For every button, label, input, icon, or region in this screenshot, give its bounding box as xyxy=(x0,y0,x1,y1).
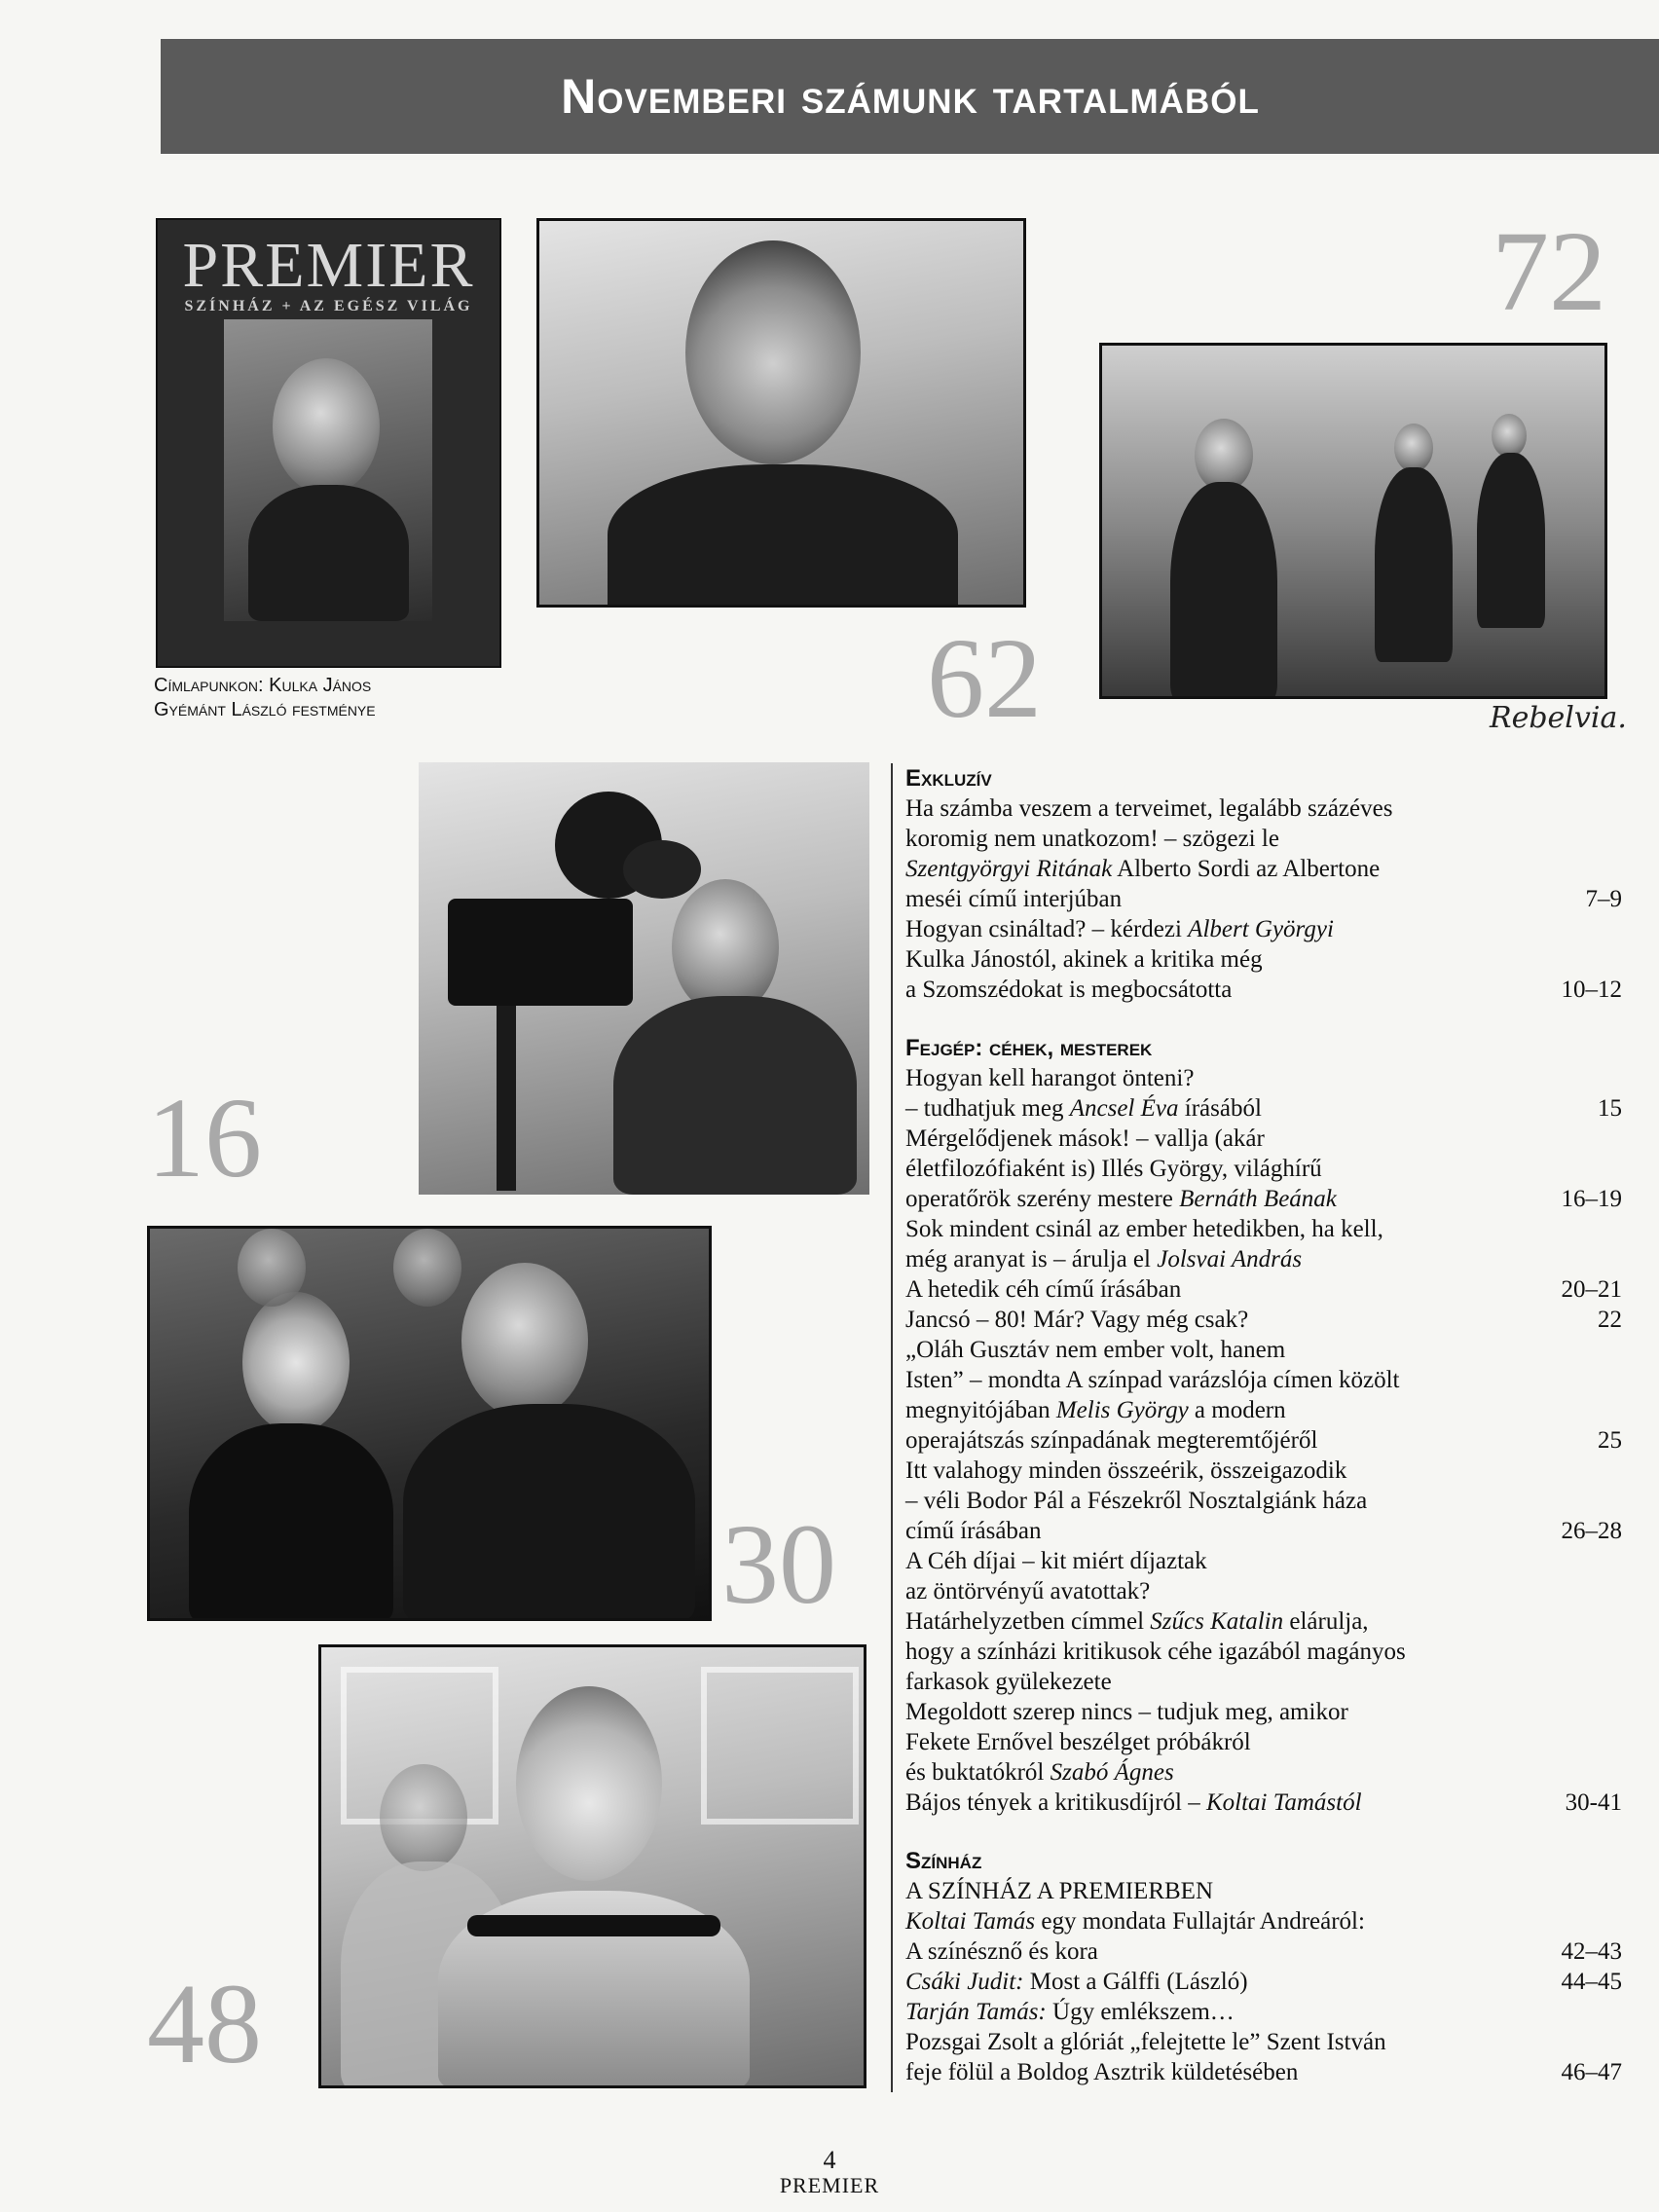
toc-entry[interactable] xyxy=(905,793,1622,914)
entry-text xyxy=(905,1124,1542,1214)
photo-portrait-62 xyxy=(536,218,1026,608)
entry-page-range: 42–43 xyxy=(1561,1938,1622,1965)
entry-line: az öntörvényű avatottak? xyxy=(905,1578,1151,1604)
page-number: 4 xyxy=(823,2146,836,2174)
cover-portrait xyxy=(224,319,432,621)
entry-line: Csáki Judit: Most a Gálffi (László) xyxy=(905,1969,1248,1995)
entry-page-range: 25 xyxy=(1598,1427,1622,1454)
toc-entry[interactable] xyxy=(905,1305,1622,1335)
photo-actress-48 xyxy=(318,1644,866,2088)
entry-text xyxy=(905,1967,1542,1997)
entry-text xyxy=(905,1997,1542,2087)
toc-divider xyxy=(891,763,893,2092)
cover-subtitle: SZÍNHÁZ + AZ EGÉSZ VILÁG xyxy=(184,298,473,314)
entry-line: meséi című interjúban xyxy=(905,886,1123,912)
photo-couple-30 xyxy=(147,1226,712,1621)
toc-entry[interactable] xyxy=(905,1967,1622,1997)
toc-section xyxy=(905,1033,1622,1818)
entry-line: Szentgyörgyi Ritának Alberto Sordi az Albertone xyxy=(905,856,1381,882)
entry-line: Koltai Tamás egy mondata Fullajtár Andreáról: xyxy=(905,1908,1365,1935)
entry-page-range: 22 xyxy=(1598,1307,1622,1333)
toc-entry[interactable] xyxy=(905,1214,1622,1305)
entry-line: Határhelyzetben címmel Szűcs Katalin elárulja, xyxy=(905,1608,1369,1635)
entry-line: című írásában xyxy=(905,1518,1042,1544)
toc-entry[interactable] xyxy=(905,1456,1622,1546)
entry-line: Itt valahogy minden összeérik, összeigazodik xyxy=(905,1457,1347,1484)
magazine-cover xyxy=(156,218,501,668)
entry-line: megnyitójában Melis György a modern xyxy=(905,1397,1286,1423)
entry-line: A hetedik céh című írásában xyxy=(905,1276,1182,1303)
entry-line: operajátszás színpadának megteremtőjéről xyxy=(905,1427,1318,1454)
entry-text xyxy=(905,1456,1542,1546)
section-title: Exkluzív xyxy=(905,765,992,792)
section-title: Színház xyxy=(905,1848,982,1874)
page-title: Novemberi számunk tartalmából xyxy=(561,69,1260,124)
photo-dancers-72 xyxy=(1099,343,1607,699)
entry-page-range: 20–21 xyxy=(1561,1276,1622,1303)
entry-line: még aranyat is – árulja el Jolsvai András xyxy=(905,1246,1303,1272)
entry-line: Isten” – mondta A színpad varázslója címen közölt xyxy=(905,1367,1400,1393)
table-of-contents xyxy=(905,763,1622,2116)
footer-brand: PREMIER xyxy=(779,2173,880,2197)
entry-line: Hogyan csináltad? – kérdezi Albert Györgyi xyxy=(905,916,1334,942)
entry-page-range: 10–12 xyxy=(1561,977,1622,1003)
entry-line: A színésznő és kora xyxy=(905,1938,1098,1965)
entry-line: Tarján Tamás: Úgy emlékszem… xyxy=(905,1999,1235,2025)
entry-line: A SZÍNHÁZ A PREMIERBEN xyxy=(905,1878,1214,1904)
entry-line: – tudhatjuk meg Ancsel Éva írásából xyxy=(905,1095,1262,1122)
entry-line: A Céh díjai – kit miért díjaztak xyxy=(905,1548,1207,1574)
entry-line: farkasok gyülekezete xyxy=(905,1669,1112,1695)
toc-entry[interactable] xyxy=(905,914,1622,1005)
entry-line: Megoldott szerep nincs – tudjuk meg, amikor xyxy=(905,1699,1348,1725)
entry-page-range: 26–28 xyxy=(1561,1518,1622,1544)
toc-entry[interactable] xyxy=(905,1546,1622,1818)
photographer-signature: Rebelvia. xyxy=(1490,701,1627,735)
entry-line: Pozsgai Zsolt a glóriát „felejtette le” Szent István xyxy=(905,2029,1386,2055)
entry-page-range: 44–45 xyxy=(1561,1969,1622,1995)
entry-page-range: 15 xyxy=(1598,1095,1622,1122)
page-marker: 62 xyxy=(927,614,1042,742)
toc-section xyxy=(905,763,1622,1005)
entry-text xyxy=(905,1214,1542,1305)
caption-line: Gyémánt László festménye xyxy=(154,699,376,720)
toc-entry[interactable] xyxy=(905,1124,1622,1214)
entry-line: a Szomszédokat is megbocsátotta xyxy=(905,977,1233,1003)
entry-line: „Oláh Gusztáv nem ember volt, hanem xyxy=(905,1337,1286,1363)
cover-title: PREMIER xyxy=(182,230,475,301)
page-marker: 72 xyxy=(1492,207,1606,335)
entry-line: Jancsó – 80! Már? Vagy még csak? xyxy=(905,1307,1249,1333)
section-title: Fejgép: céhek, mesterek xyxy=(905,1035,1153,1061)
toc-entry[interactable] xyxy=(905,1876,1622,1967)
entry-text xyxy=(905,1876,1542,1967)
cover-caption xyxy=(154,674,376,722)
photo-camera-operator-16 xyxy=(419,762,869,1195)
page-marker: 16 xyxy=(147,1074,262,1201)
entry-line: koromig nem unatkozom! – szögezi le xyxy=(905,826,1279,852)
caption-line: Címlapunkon: Kulka János xyxy=(154,675,372,696)
entry-text xyxy=(905,793,1567,914)
toc-entry[interactable] xyxy=(905,1063,1622,1124)
entry-page-range: 46–47 xyxy=(1561,2059,1622,2085)
toc-entry[interactable] xyxy=(905,1997,1622,2087)
entry-line: Ha számba veszem a terveimet, legalább százéves xyxy=(905,795,1393,822)
entry-text xyxy=(905,1546,1546,1818)
entry-text xyxy=(905,1335,1578,1456)
entry-line: és buktatókról Szabó Ágnes xyxy=(905,1759,1174,1786)
entry-line: operatőrök szerény mestere Bernáth Beának xyxy=(905,1186,1337,1212)
entry-line: feje fölül a Boldog Asztrik küldetésében xyxy=(905,2059,1299,2085)
entry-line: hogy a színházi kritikusok céhe igazából magányos xyxy=(905,1639,1406,1665)
entry-page-range: 30-41 xyxy=(1565,1789,1622,1816)
entry-line: Fekete Ernővel beszélget próbákról xyxy=(905,1729,1251,1755)
page-marker: 48 xyxy=(147,1960,262,2087)
entry-line: Hogyan kell harangot önteni? xyxy=(905,1065,1195,1091)
page-marker: 30 xyxy=(721,1500,836,1628)
entry-line: Mérgelődjenek mások! – vallja (akár xyxy=(905,1125,1265,1152)
toc-entry[interactable] xyxy=(905,1335,1622,1456)
entry-text xyxy=(905,914,1542,1005)
toc-section xyxy=(905,1846,1622,2087)
entry-line: életfilozófiaként is) Illés György, világhírű xyxy=(905,1156,1322,1182)
entry-page-range: 16–19 xyxy=(1561,1186,1622,1212)
entry-text xyxy=(905,1305,1578,1335)
entry-text xyxy=(905,1063,1578,1124)
entry-line: Sok mindent csinál az ember hetedikben, ha kell, xyxy=(905,1216,1383,1242)
entry-line: Bájos tények a kritikusdíjról – Koltai Tamástól xyxy=(905,1789,1362,1816)
entry-page-range: 7–9 xyxy=(1585,886,1622,912)
entry-line: – véli Bodor Pál a Fészekről Nosztalgiánk háza xyxy=(905,1488,1368,1514)
header-bar xyxy=(161,39,1659,154)
entry-line: Kulka Jánostól, akinek a kritika még xyxy=(905,946,1263,973)
